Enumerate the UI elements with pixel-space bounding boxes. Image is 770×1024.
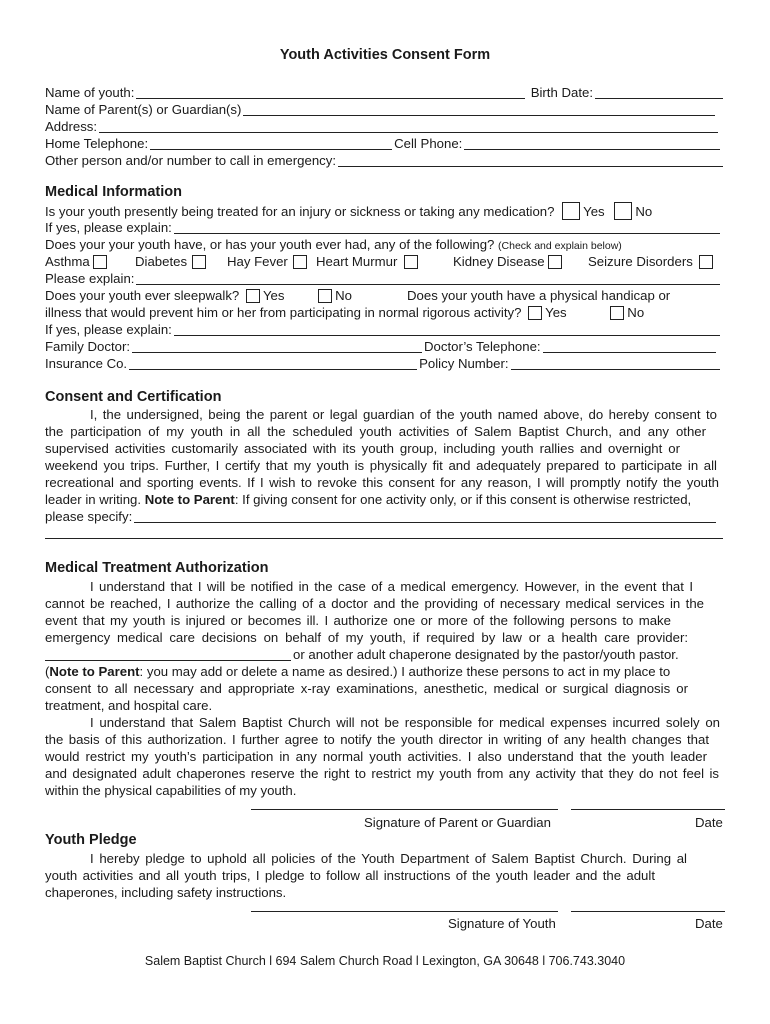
address-label: Address: — [45, 119, 98, 134]
treatment-explain-label: If yes, please explain: — [45, 220, 172, 235]
handicap-no-label: No — [627, 305, 645, 320]
handicap-yes-label: Yes — [545, 305, 567, 320]
treatment-no-checkbox[interactable] — [614, 202, 632, 220]
consent-line-5: recreational and sporting events. If I wish to revoke this consent for any reason, I will promptly notify the youth — [45, 475, 719, 490]
treatment-line-12: within the physical capabilities of my youth. — [45, 783, 297, 798]
youth-name-field[interactable] — [136, 86, 524, 99]
policy-number-field[interactable] — [511, 357, 720, 370]
treatment-line-3: event that my youth is injured or becomes ill. I authorize one or more of the following persons to make — [45, 613, 671, 628]
treatment-line-8: I understand that Salem Baptist Church will not be responsible for medical expenses incurred solely on — [90, 715, 720, 730]
birth-date-label: Birth Date: — [530, 85, 593, 100]
sleepwalk-yes-checkbox[interactable] — [246, 289, 260, 303]
chaperone-name-field[interactable] — [45, 648, 291, 661]
treatment-yes-checkbox[interactable] — [562, 202, 580, 220]
pledge-line-3: chaperones, including safety instructions. — [45, 885, 287, 900]
consent-line-4: weekend you trips. Further, I certify that my youth is physically fit and adequately prepared to participate in all — [45, 458, 717, 473]
treatment-explain-field[interactable] — [174, 221, 720, 234]
youth-date-line[interactable] — [571, 910, 725, 912]
conditions-explain-label: Please explain: — [45, 271, 135, 286]
handicap-question-line-2: illness that would prevent him or her from participating in normal rigorous activity? — [45, 305, 522, 320]
parent-name-field[interactable] — [243, 103, 715, 116]
youth-name-label: Name of youth: — [45, 85, 135, 100]
pledge-line-1: I hereby pledge to uphold all policies of the Youth Department of Salem Baptist Church. During al — [90, 851, 687, 866]
parent-date-line[interactable] — [571, 808, 725, 810]
emergency-contact-label: Other person and/or number to call in emergency: — [45, 153, 337, 168]
consent-line-6 — [45, 491, 725, 508]
condition-diabetes-checkbox[interactable] — [192, 255, 206, 269]
treatment-line-11: and designated adult chaperones reserve the right to restrict my youth from any activity that they do not feel is — [45, 766, 719, 781]
treatment-no-label: No — [635, 204, 653, 219]
family-doctor-field[interactable] — [132, 340, 422, 353]
handicap-question-line-1: Does your youth have a physical handicap or — [407, 288, 671, 303]
treatment-question-row — [45, 202, 725, 220]
form-title: Youth Activities Consent Form — [279, 47, 491, 63]
policy-number-label: Policy Number: — [419, 356, 509, 371]
home-telephone-label: Home Telephone: — [45, 136, 149, 151]
phone-row — [45, 135, 722, 152]
consent-line-3: supervised activities customarily associated with its youth group, including youth rallies and overnight or — [45, 441, 680, 456]
emergency-contact-field[interactable] — [338, 154, 723, 167]
birth-date-field[interactable] — [595, 86, 723, 99]
handicap-explain-row — [45, 321, 722, 338]
conditions-explain-field[interactable] — [136, 272, 720, 285]
address-field[interactable] — [99, 120, 718, 133]
medical-heading: Medical Information — [45, 184, 182, 200]
handicap-no-checkbox[interactable] — [610, 306, 624, 320]
treatment-line-2: cannot be reached, I authorize the calling of a doctor and the providing of necessary medical services in the — [45, 596, 704, 611]
handicap-row — [45, 304, 725, 321]
doctor-row — [45, 338, 718, 355]
please-specify-label: please specify: — [45, 509, 133, 524]
family-doctor-label: Family Doctor: — [45, 339, 130, 354]
consent-line-1: I, the undersigned, being the parent or legal guardian of the youth named above, do hereby consent to — [90, 407, 717, 422]
consent-line-6-end: : If giving consent for one activity only, or if this consent is otherwise restricted, — [234, 492, 692, 507]
consent-heading: Consent and Certification — [45, 389, 222, 405]
treatment-line-4: emergency medical care decisions on behalf of my youth, if required by law or a health care provider: — [45, 630, 688, 645]
conditions-note: (Check and explain below) — [498, 240, 622, 252]
chaperone-text: or another adult chaperone designated by the pastor/youth pastor. — [293, 647, 679, 662]
condition-hay-fever-checkbox[interactable] — [293, 255, 307, 269]
treatment-yes-label: Yes — [583, 204, 605, 219]
address-row — [45, 118, 720, 135]
condition-seizure-disorders-label: Seizure Disorders — [588, 254, 693, 269]
doctors-telephone-field[interactable] — [543, 340, 716, 353]
treatment-line-10: would restrict my youth’s participation in any normal youth activities. I also understand that the youth leader — [45, 749, 707, 764]
treatment-heading: Medical Treatment Authorization — [45, 560, 269, 576]
consent-line-2: the participation of my youth in all the scheduled youth activities of Salem Baptist Church, and any other — [45, 424, 706, 439]
condition-hay-fever-label: Hay Fever — [227, 254, 288, 269]
condition-asthma-checkbox[interactable] — [93, 255, 107, 269]
footer-address: Salem Baptist Church l 694 Salem Church Road l Lexington, GA 30648 l 706.743.3040 — [144, 954, 626, 968]
handicap-yes-checkbox[interactable] — [528, 306, 542, 320]
parent-name-label: Name of Parent(s) or Guardian(s) — [45, 102, 242, 117]
consent-line-6-start: leader in writing. — [45, 492, 142, 507]
condition-diabetes-label: Diabetes — [135, 254, 188, 269]
sleepwalk-yes-label: Yes — [262, 288, 285, 303]
handicap-explain-field[interactable] — [174, 323, 720, 336]
chaperone-row — [45, 646, 725, 663]
youth-signature-label: Signature of Youth — [448, 916, 556, 931]
handicap-explain-label: If yes, please explain: — [45, 322, 172, 337]
condition-seizure-disorders-checkbox[interactable] — [699, 255, 713, 269]
insurance-co-field[interactable] — [129, 357, 417, 370]
sleepwalk-question: Does your youth ever sleepwalk? — [45, 288, 240, 303]
insurance-row — [45, 355, 722, 372]
cell-phone-field[interactable] — [464, 137, 720, 150]
youth-signature-line[interactable] — [251, 910, 558, 912]
home-telephone-field[interactable] — [150, 137, 392, 150]
condition-kidney-disease-checkbox[interactable] — [548, 255, 562, 269]
youth-date-label: Date — [695, 916, 723, 931]
specify-extra-line[interactable] — [45, 537, 723, 539]
pledge-line-2: youth activities and all youth trips, I pledge to follow all instructions of the youth leader and the adult — [45, 868, 655, 883]
treatment-question: Is your youth presently being treated for an injury or sickness or taking any medication? — [45, 204, 555, 219]
sleepwalk-no-checkbox[interactable] — [318, 289, 332, 303]
parent-signature-line[interactable] — [251, 808, 558, 810]
treatment-note-open: ( — [45, 664, 50, 679]
condition-heart-murmur-checkbox[interactable] — [404, 255, 418, 269]
sleepwalk-row — [45, 287, 725, 304]
specify-row — [45, 508, 718, 525]
treatment-note-rest: : you may add or delete a name as desired.) I authorize these persons to act in my place to — [139, 664, 671, 679]
treatment-line-1: I understand that I will be notified in the case of a medical emergency. However, in the event that I — [90, 579, 693, 594]
pledge-heading: Youth Pledge — [45, 832, 137, 848]
condition-asthma-label: Asthma — [45, 254, 90, 269]
treatment-line-9: the basis of this authorization. I further agree to notify the youth director in writing of any health changes that — [45, 732, 709, 747]
parent-date-label: Date — [695, 815, 723, 830]
parent-name-row — [45, 101, 717, 118]
cell-phone-label: Cell Phone: — [394, 136, 463, 151]
please-specify-field[interactable] — [134, 510, 716, 523]
sleepwalk-no-label: No — [335, 288, 352, 303]
doctors-telephone-label: Doctor’s Telephone: — [424, 339, 541, 354]
treatment-note-label: Note to Parent — [49, 664, 140, 679]
treatment-line-6: consent to all necessary and appropriate x-ray examinations, anesthetic, medical or surgical diagnosis or — [45, 681, 688, 696]
consent-note-label: Note to Parent — [144, 492, 235, 507]
parent-signature-label: Signature of Parent or Guardian — [364, 815, 551, 830]
emergency-row — [45, 152, 725, 169]
condition-kidney-disease-label: Kidney Disease — [453, 254, 545, 269]
youth-name-row — [45, 84, 725, 101]
conditions-question: Does your your youth have, or has your youth ever had, any of the following? — [45, 237, 495, 252]
treatment-line-7: treatment, and hospital care. — [45, 698, 213, 713]
conditions-explain-row — [45, 270, 722, 287]
treatment-note-row — [45, 663, 725, 680]
condition-heart-murmur-label: Heart Murmur — [316, 254, 398, 269]
treatment-explain-row — [45, 219, 722, 236]
insurance-co-label: Insurance Co. — [45, 356, 128, 371]
